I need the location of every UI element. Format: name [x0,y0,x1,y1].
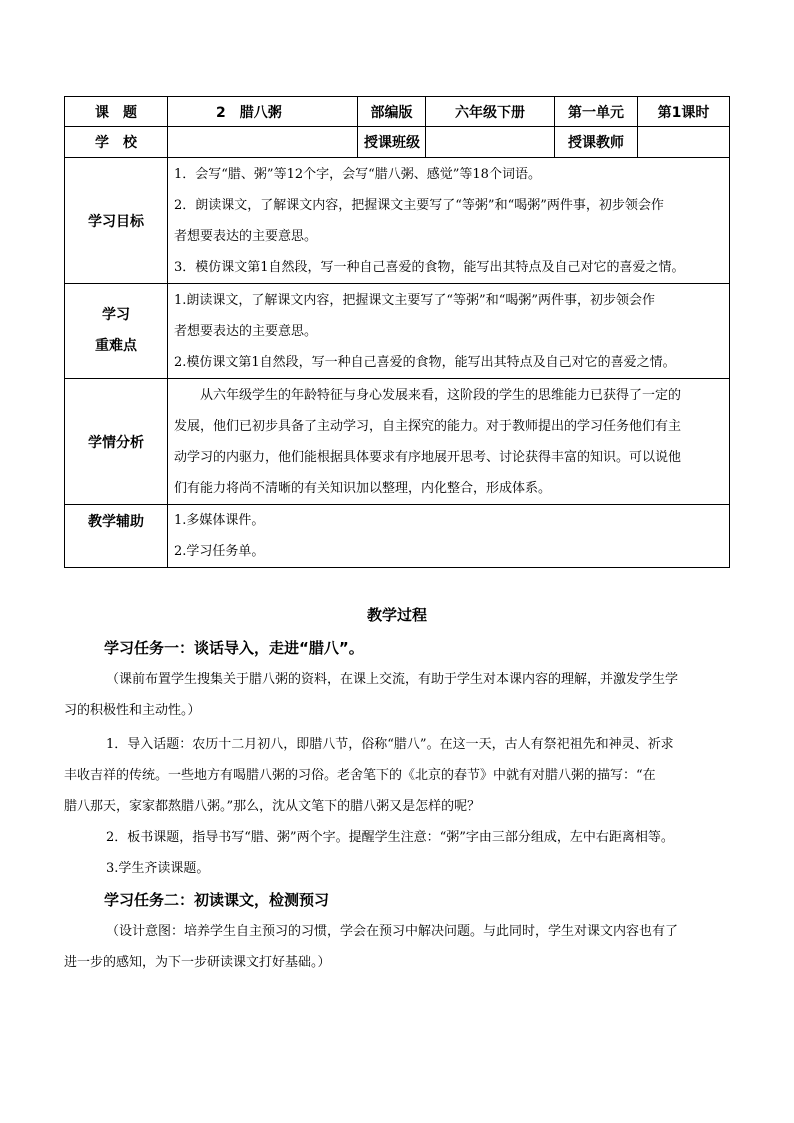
analysis-line: 动学习的内驱力，他们能根据具体要求有序地展开思考、讨论获得丰富的知识。可以说他 [174,449,682,465]
task1-step1-line: 腊八那天，家家都熬腊八粥。”那么，沈从文笔下的腊八粥又是怎样的呢？ [64,799,481,814]
analysis-line: 发展，他们已初步具备了主动学习，自主探究的能力。对于教师提出的学习任务他们有主 [174,418,682,434]
row-analysis [65,379,730,505]
key-points-label [65,284,168,379]
edition: 部编版 [358,97,426,127]
goal-line: 3．模仿课文第1自然段，写一种自己喜爱的食物，能写出其特点及自己对它的喜爱之情。 [174,259,685,275]
grade: 六年级下册 [426,97,555,127]
task1-step1-line: 丰收吉祥的传统。一些地方有喝腊八粥的习俗。老舍笔下的《北京的春节》中就有对腊八粥的描写：“在 [64,768,656,783]
goals-label: 学习目标 [65,158,168,284]
key-point-line: 1.朗读课文，了解课文内容，把握课文主要写了“等粥”和“喝粥”两件事，初步领会作 [174,292,655,308]
task2-note-line: 进一步的感知，为下一步研读课文打好基础。） [64,955,331,970]
teacher-value [638,127,730,158]
process-body [64,632,728,978]
lesson-info-table [64,96,730,568]
key-points-label-line1: 学习 [102,307,130,323]
key-point-line: 2.模仿课文第1自然段，写一种自己喜爱的食物，能写出其特点及自己对它的喜爱之情。 [174,354,676,370]
goal-line: 者想要表达的主要意思。 [174,228,318,244]
key-points-label-line2: 重难点 [95,338,137,354]
analysis-content [168,379,730,505]
school-label: 学 校 [65,127,168,158]
task2-title: 学习任务二：初读课文，检测预习 [104,891,330,909]
goals-content [168,158,730,284]
row-topic [65,97,730,127]
school-value [168,127,358,158]
aids-content [168,505,730,568]
task2-note-line: （设计意图：培养学生自主预习的习惯，学会在预习中解决问题。与此同时，学生对课文内容也有了 [106,924,679,939]
aids-label: 教学辅助 [65,505,168,568]
aid-line: 1.多媒体课件。 [174,513,265,528]
key-points-content [168,284,730,379]
lesson-title: 2 腊八粥 [168,97,358,127]
analysis-line: 们有能力将尚不清晰的有关知识加以整理，内化整合，形成体系。 [174,480,552,496]
row-aids [65,505,730,568]
analysis-line: 从六年级学生的年龄特征与身心发展来看，这阶段的学生的思维能力已获得了一定的 [200,387,682,403]
teacher-label: 授课教师 [555,127,638,158]
process-title: 教学过程 [366,606,427,624]
task1-note-line: （课前布置学生搜集关于腊八粥的资料，在课上交流，有助于学生对本课内容的理解，并激发学生学 [106,672,679,687]
goal-line: 2．朗读课文，了解课文内容，把握课文主要写了“等粥”和“喝粥”两件事，初步领会作 [174,197,664,213]
row-goals [65,158,730,284]
task1-step1-line: 1．导入话题：农历十二月初八，即腊八节，俗称“腊八”。在这一天，古人有祭祀祖先和神灵、祈求 [106,737,674,752]
class-value [426,127,555,158]
task1-note-line: 习的积极性和主动性。） [64,703,201,718]
period: 第1课时 [638,97,730,127]
task1-title: 学习任务一：谈话导入，走进“腊八”。 [104,639,364,657]
analysis-label: 学情分析 [65,379,168,505]
topic-label: 课 题 [65,97,168,127]
unit: 第一单元 [555,97,638,127]
row-school [65,127,730,158]
task1-step3: 3.学生齐读课题。 [106,861,210,876]
row-key-points [65,284,730,379]
key-point-line: 者想要表达的主要意思。 [174,323,318,339]
class-label: 授课班级 [358,127,426,158]
aid-line: 2.学习任务单。 [174,544,265,559]
task1-step2: 2．板书课题，指导书写“腊、粥”两个字。提醒学生注意：“粥”字由三部分组成，左中右距离相等。 [106,830,674,845]
goal-line: 1．会写“腊、粥”等12个字，会写“腊八粥、感觉”等18个词语。 [174,166,541,182]
